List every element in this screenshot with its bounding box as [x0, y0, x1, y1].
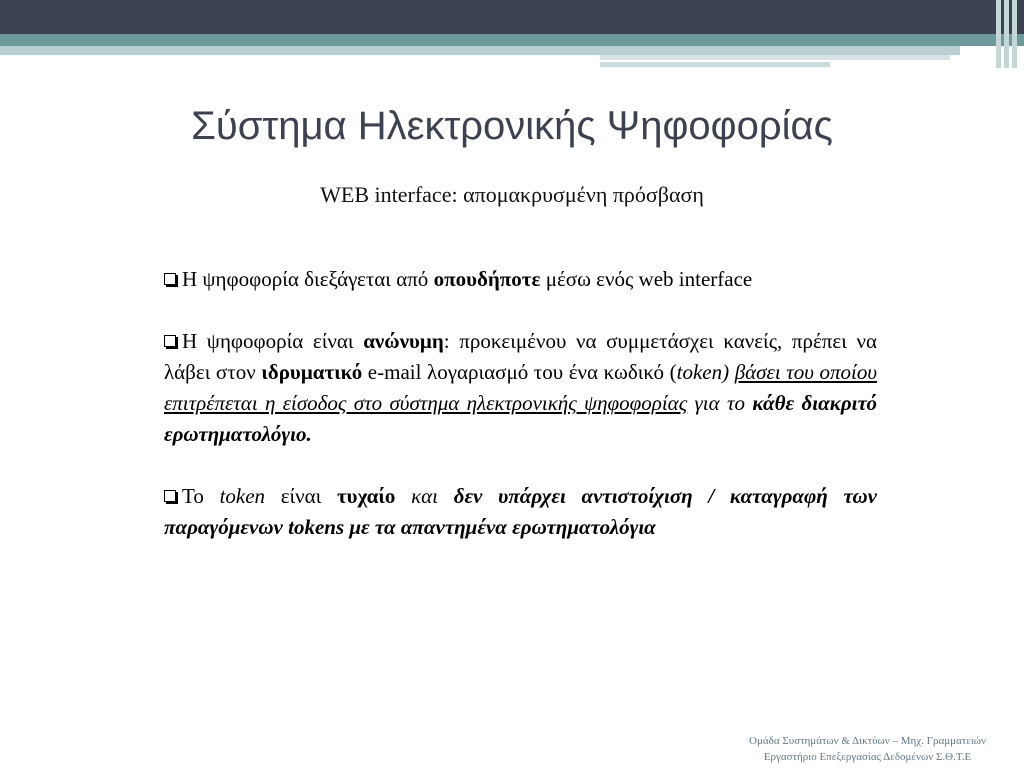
header-band-dark: [0, 0, 1024, 34]
slide-subtitle: WEB interface: απομακρυσμένη πρόσβαση: [320, 182, 704, 207]
slide-title: Σύστημα Ηλεκτρονικής Ψηφοφορίας: [191, 104, 833, 148]
bullet-paragraph-2: Η ψηφοφορία είναι ανώνυμη: προκειμένου να συμμετάσχει κανείς, πρέπει να λάβει στον ιδρυματικό e-mail λογαριασμό του ένα κωδικό (token) βάσει του οποίου επιτρέπεται η είσοδος στο σύστημα ηλεκτρονικής ψηφοφορίας για το κάθε διακριτό ερωτηματολόγιο.: [164, 329, 878, 446]
header-stripe-1: [600, 55, 950, 60]
checkbox-bullet-icon: [164, 490, 176, 502]
bullet-paragraph-1: Η ψηφοφορία διεξάγεται από οπουδήποτε μέσω ενός web interface: [164, 264, 877, 295]
checkbox-bullet-icon: [164, 273, 176, 285]
footer-line-1: Ομάδα Συστημάτων & Δικτύων – Μηχ. Γραμματειών: [749, 735, 986, 747]
header-vertical-bar-1: [996, 0, 1001, 68]
footer-line-2: Εργαστήριο Επεξεργασίας Δεδομένων Σ.Θ.Τ.Ε: [763, 751, 972, 763]
checkbox-bullet-icon: [164, 335, 176, 347]
bullet-paragraph-3: Το token είναι τυχαίο και δεν υπάρχει αντιστοίχιση / καταγραφή των παραγόμενων tokens με τα απαντημένα ερωτηματολόγια: [164, 484, 878, 539]
header-vertical-bar-3: [1012, 0, 1017, 68]
header-stripe-2: [600, 62, 830, 67]
footer-credits: [749, 733, 986, 765]
header-band-teal: [0, 34, 1024, 46]
content-body: [164, 264, 877, 574]
header-vertical-bar-2: [1004, 0, 1009, 68]
header-band-light: [0, 46, 960, 55]
